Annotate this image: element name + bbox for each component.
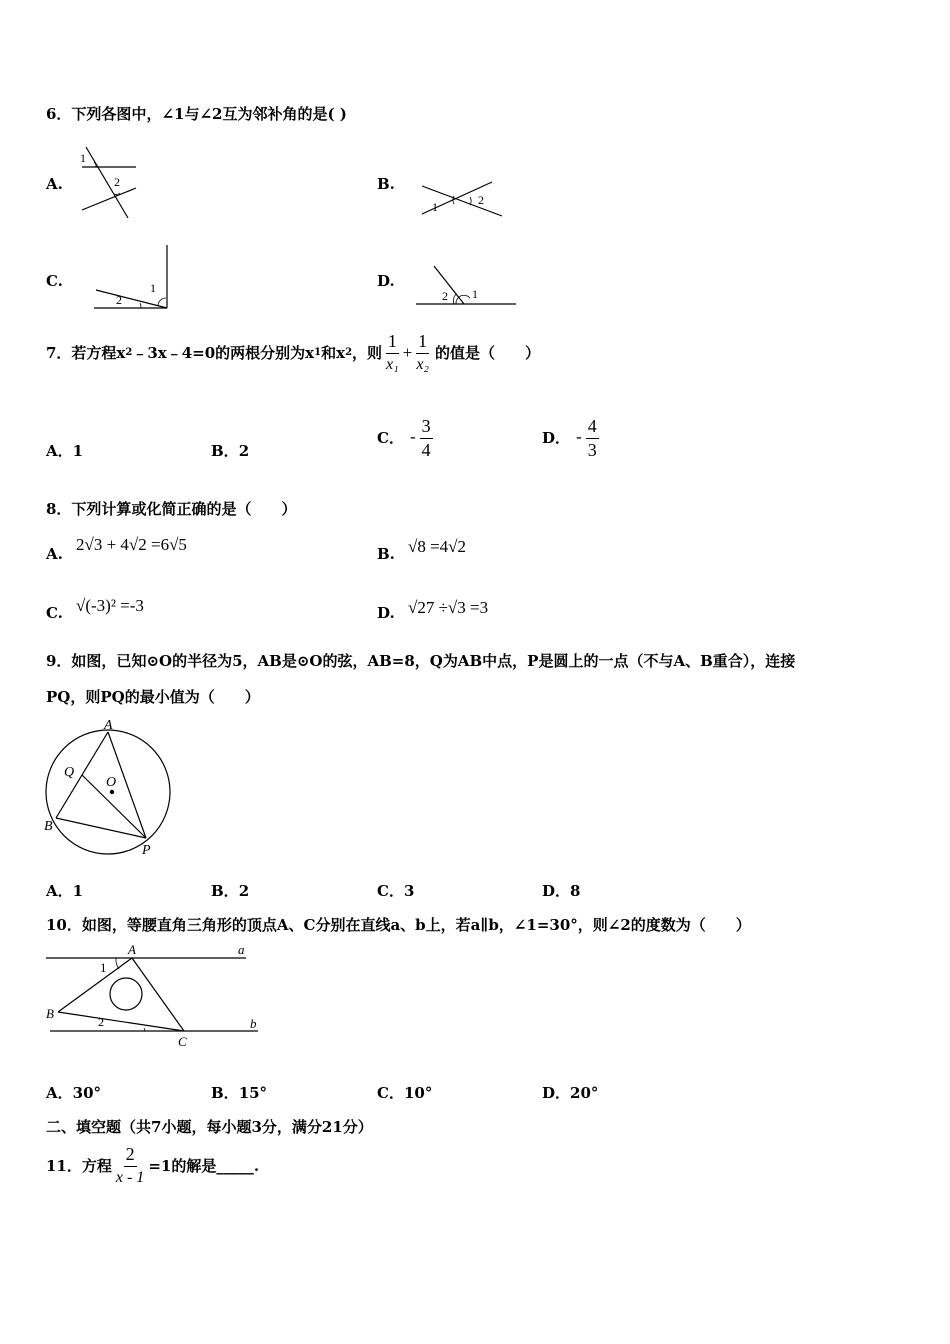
q7-option-d-denominator: 3 bbox=[587, 439, 597, 460]
q7-stem bbox=[46, 331, 540, 374]
q9-option-b-value: 2 bbox=[238, 882, 250, 900]
q7-option-c-sign: - bbox=[409, 427, 416, 446]
q10-option-a-label: A． bbox=[46, 1084, 73, 1102]
q8-option-b-expr: √8 =4√2 bbox=[408, 537, 466, 556]
q6b-label-2: 2 bbox=[478, 193, 484, 207]
q7-option-b-label: B． bbox=[211, 442, 239, 460]
q7-plus: + bbox=[402, 342, 413, 362]
q10-figure-triangle bbox=[44, 940, 266, 1052]
q10-option-b-value: 15° bbox=[238, 1084, 268, 1102]
q7-option-d-fraction bbox=[586, 416, 599, 459]
q7-option-c-denominator: 4 bbox=[421, 439, 431, 460]
q10-option-d bbox=[542, 1082, 598, 1103]
q9-option-c-value: 3 bbox=[403, 882, 415, 900]
q7-stem-part: 的值是（ ） bbox=[434, 344, 540, 362]
q10-label-a-point: A bbox=[128, 942, 136, 957]
section-2-heading: 二、填空题（共7小题，每小题3分，满分21分） bbox=[46, 1118, 373, 1136]
q10-label-1: 1 bbox=[100, 960, 107, 975]
q6a-label-1: 1 bbox=[80, 151, 86, 165]
q10-stem: 10．如图，等腰直角三角形的顶点A、C分别在直线a、b上，若a∥b，∠1=30°，则∠2的度数为（ ） bbox=[46, 916, 751, 934]
q6-figure-d bbox=[412, 262, 522, 310]
q7-frac1-numerator: 1 bbox=[386, 331, 399, 354]
q7-frac1-denominator: x₁ bbox=[386, 356, 399, 373]
q6d-label-2: 2 bbox=[442, 289, 448, 303]
q7-option-c bbox=[377, 412, 433, 462]
q10-label-2: 2 bbox=[98, 1015, 104, 1029]
q7-subscript-1: 1 bbox=[314, 347, 322, 358]
q9-option-d bbox=[542, 880, 580, 901]
q8-option-c-expr: √(-3)² =-3 bbox=[76, 596, 144, 615]
q9-option-a-label: A． bbox=[46, 882, 73, 900]
q8-option-d-label: D. bbox=[377, 604, 395, 622]
q7-option-c-label: C． bbox=[377, 428, 404, 447]
q9-option-a bbox=[46, 880, 83, 901]
q7-subscript-2: 2 bbox=[345, 347, 353, 358]
q6-stem: 6．下列各图中，∠1与∠2互为邻补角的是( ) bbox=[46, 105, 347, 123]
q10-label-b-point: B bbox=[46, 1006, 54, 1021]
q10-label-c-point: C bbox=[178, 1034, 187, 1049]
q7-fraction-2 bbox=[414, 331, 431, 374]
q9-stem-line2: PQ，则PQ的最小值为（ ） bbox=[46, 688, 260, 706]
q6-option-b-label: B. bbox=[377, 175, 395, 193]
q10-option-c-value: 10° bbox=[403, 1084, 433, 1102]
q10-option-c bbox=[377, 1082, 432, 1103]
q6-figure-b bbox=[418, 180, 508, 222]
q6b-label-1: 1 bbox=[432, 200, 438, 214]
q8-option-a-label: A. bbox=[46, 545, 63, 563]
q9-label-p: P bbox=[142, 843, 151, 858]
q9-option-d-value: 8 bbox=[570, 882, 581, 900]
q11-denominator: x - 1 bbox=[115, 1168, 145, 1186]
q7-option-d-numerator: 4 bbox=[586, 416, 599, 439]
q6c-label-2: 2 bbox=[116, 293, 122, 307]
q7-option-d-label: D． bbox=[542, 428, 571, 447]
q10-label-line-b: b bbox=[250, 1016, 257, 1031]
q7-option-c-fraction bbox=[420, 416, 433, 459]
q6-option-a-label: A. bbox=[46, 175, 63, 193]
q9-label-a: A bbox=[104, 718, 113, 733]
q9-option-c bbox=[377, 880, 414, 901]
q9-option-a-value: 1 bbox=[72, 882, 84, 900]
q7-stem-part: 7．若方程x bbox=[46, 344, 126, 362]
q7-option-a-label: A． bbox=[46, 442, 73, 460]
q9-option-b bbox=[211, 880, 249, 901]
q7-option-a-value: 1 bbox=[72, 442, 84, 460]
q10-option-c-label: C． bbox=[377, 1084, 404, 1102]
q10-option-d-label: D． bbox=[542, 1084, 571, 1102]
q7-stem-part: 和x bbox=[321, 344, 346, 362]
q6c-label-1: 1 bbox=[150, 281, 156, 295]
q6-option-c-label: C. bbox=[46, 272, 63, 290]
q6-figure-a bbox=[78, 142, 140, 222]
q8-stem: 8．下列计算或化简正确的是（ ） bbox=[46, 500, 297, 518]
q10-label-line-a: a bbox=[238, 942, 245, 957]
q7-stem-part: ，则 bbox=[352, 344, 383, 362]
q9-option-c-label: C． bbox=[377, 882, 404, 900]
q6-figure-c bbox=[92, 242, 174, 312]
q9-option-b-label: B． bbox=[211, 882, 239, 900]
q8-option-c-label: C. bbox=[46, 604, 63, 622]
q10-option-a bbox=[46, 1082, 101, 1103]
q7-frac2-denominator: x₂ bbox=[416, 356, 429, 373]
q11-fraction bbox=[114, 1144, 146, 1187]
q7-option-d bbox=[542, 412, 599, 462]
q7-stem-part: ﹣3x﹣4=0的两根分别为x bbox=[132, 344, 315, 362]
q6a-label-2: 2 bbox=[114, 175, 120, 189]
q10-option-a-value: 30° bbox=[72, 1084, 102, 1102]
q7-frac2-numerator: 1 bbox=[416, 331, 429, 354]
q9-label-q: Q bbox=[64, 765, 75, 780]
q7-option-c-numerator: 3 bbox=[420, 416, 433, 439]
q11-numerator: 2 bbox=[124, 1144, 137, 1167]
q8-option-b-label: B. bbox=[377, 545, 395, 563]
q11-prefix: 11．方程 bbox=[46, 1156, 112, 1175]
q6-option-d-label: D. bbox=[377, 272, 395, 290]
q10-option-b-label: B． bbox=[211, 1084, 239, 1102]
q9-option-d-label: D． bbox=[542, 882, 571, 900]
q11-stem bbox=[46, 1140, 259, 1190]
q9-stem-line1: 9．如图，已知⊙O的半径为5，AB是⊙O的弦，AB=8，Q为AB中点，P是圆上的一点（不与A、B重合），连接 bbox=[46, 652, 796, 670]
q7-exponent: 2 bbox=[125, 347, 133, 358]
q7-fraction-1 bbox=[384, 331, 401, 374]
q7-option-b-value: 2 bbox=[238, 442, 250, 460]
q9-figure-circle bbox=[44, 714, 176, 860]
q10-option-d-value: 20° bbox=[570, 1084, 599, 1102]
q11-suffix: =1的解是_____. bbox=[148, 1156, 260, 1175]
q7-option-b bbox=[211, 440, 249, 461]
q9-label-o: O bbox=[106, 775, 117, 790]
q7-option-a bbox=[46, 440, 83, 461]
q7-option-d-sign: - bbox=[576, 427, 582, 446]
q8-option-d-expr: √27 ÷√3 =3 bbox=[408, 598, 489, 617]
q8-option-a-expr: 2√3 + 4√2 =6√5 bbox=[76, 535, 187, 554]
q6d-label-1: 1 bbox=[472, 287, 478, 301]
q9-label-b: B bbox=[44, 819, 53, 834]
q10-option-b bbox=[211, 1082, 267, 1103]
